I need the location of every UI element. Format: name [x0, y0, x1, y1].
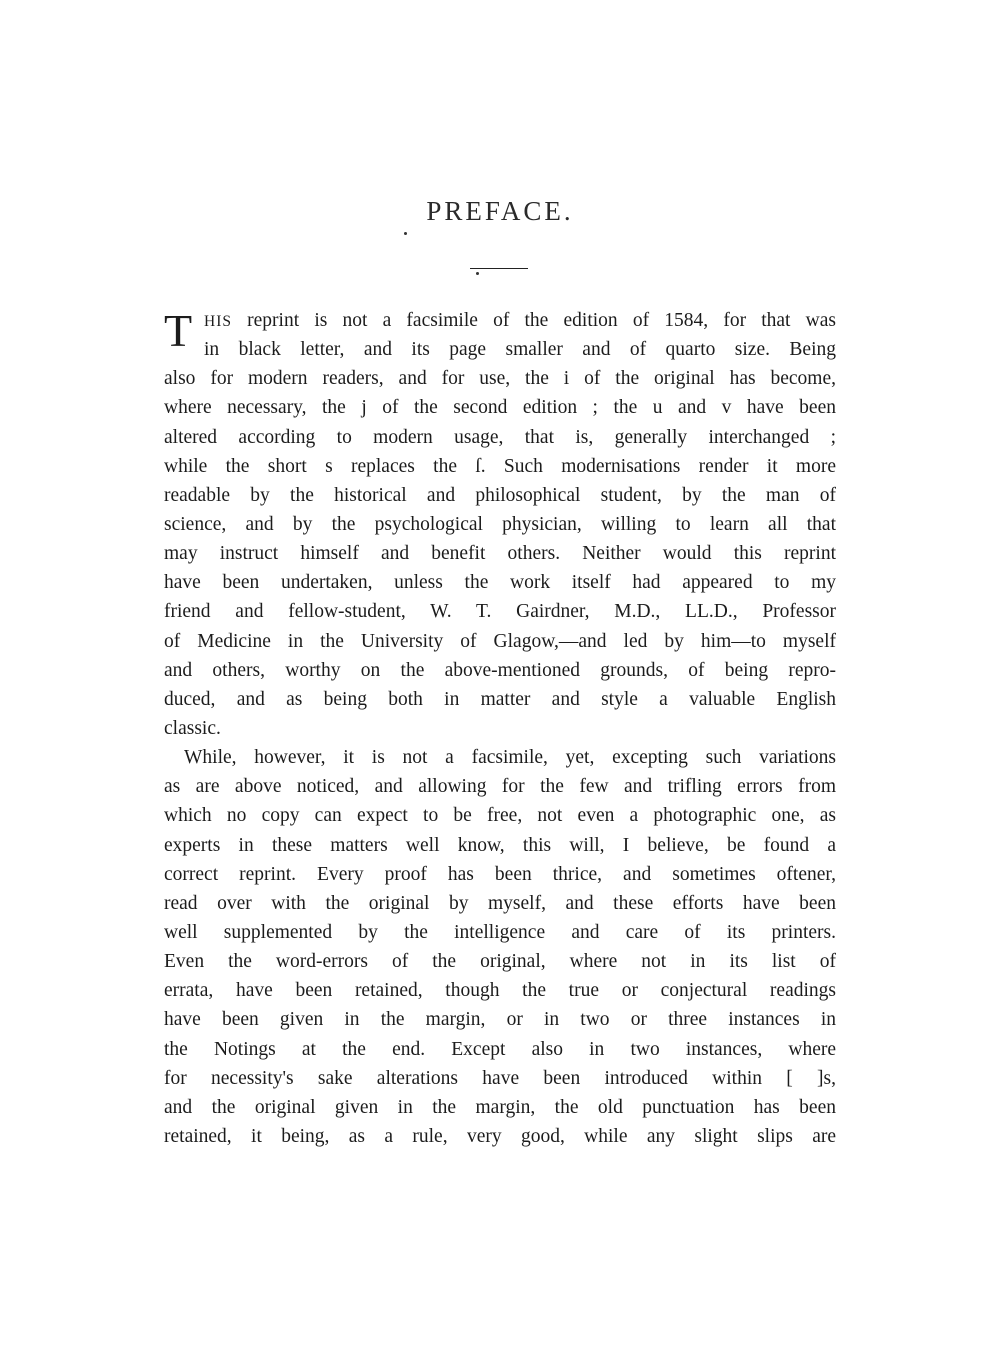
text-line: which no copy can expect to be free, not even a photographic one, as — [164, 805, 836, 827]
text-line: for necessity's sake alterations have been introduced within [ ]s, — [164, 1067, 836, 1089]
text-line: While, however, it is not a facsimile, yet, excepting such variations — [184, 747, 836, 769]
text-line: as are above noticed, and allowing for the few and trifling errors from — [164, 776, 836, 798]
text-line: have been undertaken, unless the work itself had appeared to my — [164, 572, 836, 594]
preface-body — [164, 306, 836, 1151]
text-line: altered according to modern usage, that is, generally interchanged ; — [164, 426, 836, 448]
text-line: have been given in the margin, or in two or three instances in — [164, 1009, 836, 1031]
text-line: may instruct himself and benefit others. Neither would this reprint — [164, 543, 836, 565]
text-line: in black letter, and its page smaller and of quarto size. Being — [204, 339, 836, 361]
text-line: readable by the historical and philosophical student, by the man of — [164, 484, 836, 506]
text-line — [164, 306, 836, 335]
text-line: read over with the original by myself, and these efforts have been — [164, 892, 836, 914]
text-line: well supplemented by the intelligence and care of its printers. — [164, 921, 836, 943]
rule-speck — [476, 272, 479, 275]
text-line: friend and fellow-student, W. T. Gairdner, M.D., LL.D., Professor — [164, 601, 836, 623]
text-line: and the original given in the margin, the old punctuation has been — [164, 1096, 836, 1118]
paragraph-2 — [164, 743, 836, 1151]
title-rule — [470, 268, 528, 269]
text-line: classic. — [164, 717, 221, 739]
text-line: science, and by the psychological physician, willing to learn all that — [164, 513, 836, 535]
text-line: and others, worthy on the above-mentioned grounds, of being repro- — [164, 659, 836, 681]
line-text: reprint is not a facsimile of the edition of 1584, for that was — [231, 310, 836, 331]
text-line: the Notings at the end. Except also in two instances, where — [164, 1038, 836, 1060]
first-word-caps: HIS — [204, 313, 232, 330]
text-line: of Medicine in the University of Glagow,—and led by him—to myself — [164, 630, 836, 652]
text-line: where necessary, the j of the second edition ; the u and v have been — [164, 397, 836, 419]
text-line: Even the word-errors of the original, where not in its list of — [164, 951, 836, 973]
text-line: also for modern readers, and for use, the i of the original has become, — [164, 368, 836, 390]
text-line: while the short s replaces the ſ. Such modernisations render it more — [164, 455, 836, 477]
title-speck — [404, 232, 407, 235]
text-line: experts in these matters well know, this will, I believe, be found a — [164, 834, 836, 856]
text-line: retained, it being, as a rule, very good, while any slight slips are — [164, 1125, 836, 1147]
drop-cap: T — [164, 305, 193, 356]
text-line: duced, and as being both in matter and style a valuable English — [164, 688, 836, 710]
paragraph-1 — [164, 306, 836, 743]
page-title: PREFACE. — [426, 196, 574, 226]
text-line: correct reprint. Every proof has been thrice, and sometimes oftener, — [164, 863, 836, 885]
text-line: errata, have been retained, though the true or conjectural readings — [164, 980, 836, 1002]
